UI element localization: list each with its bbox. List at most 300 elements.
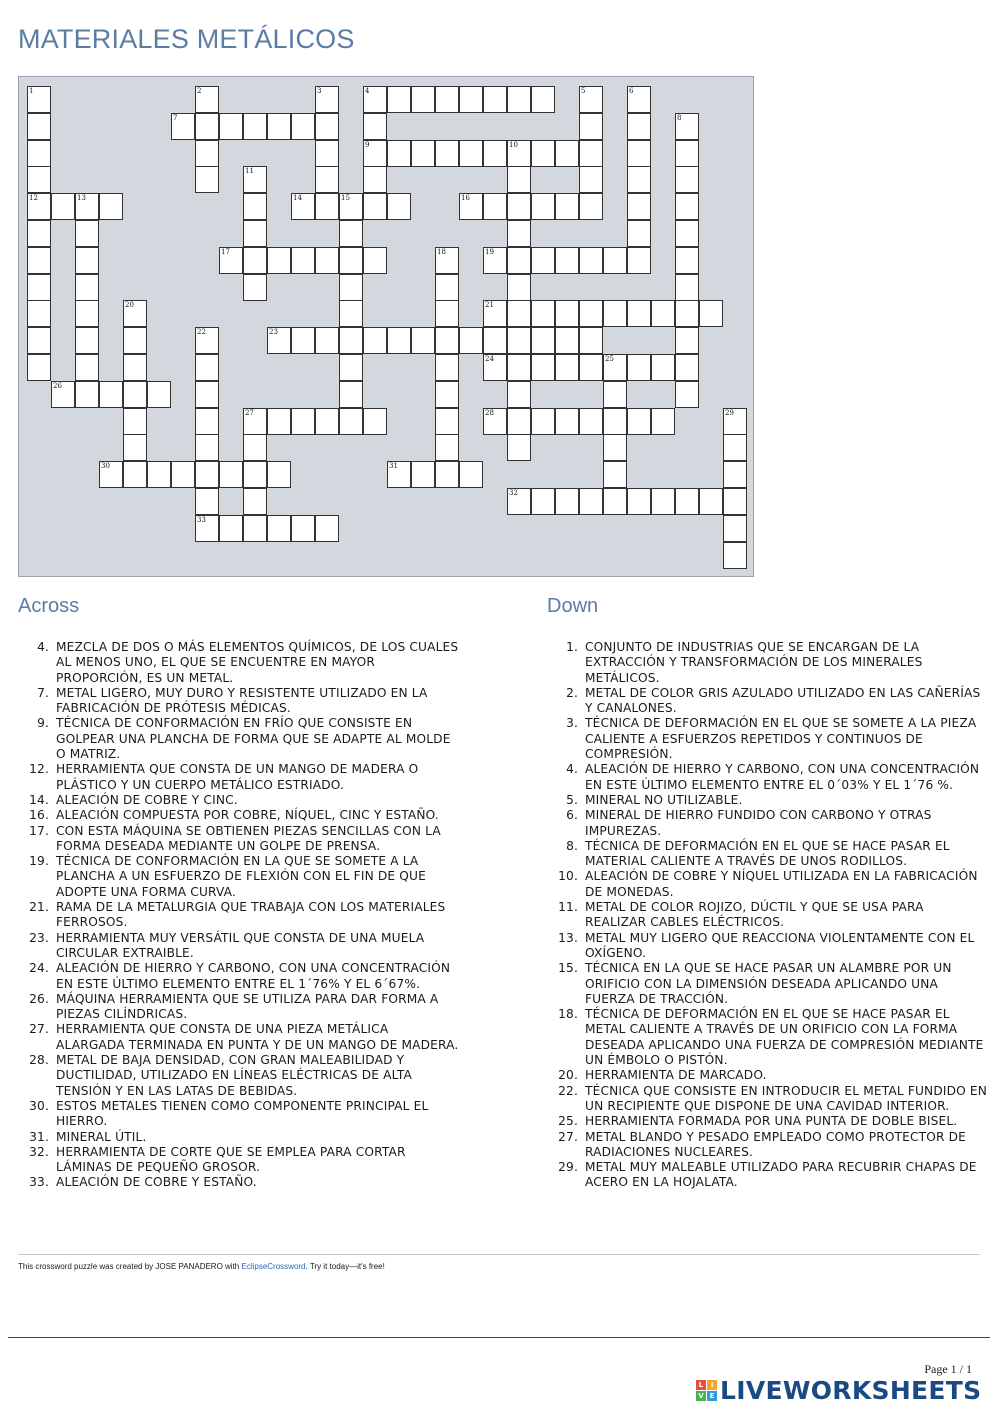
- grid-cell[interactable]: [339, 327, 363, 354]
- grid-cell[interactable]: [507, 274, 531, 301]
- down-clue: [547, 686, 987, 717]
- grid-cell[interactable]: [123, 381, 147, 408]
- clue-number-label: 5: [581, 87, 586, 95]
- grid-cell[interactable]: [483, 193, 507, 220]
- grid-cell[interactable]: [675, 247, 699, 274]
- grid-cell[interactable]: [27, 140, 51, 167]
- grid-cell[interactable]: [243, 220, 267, 247]
- clue-number: 2.: [566, 685, 578, 700]
- grid-cell[interactable]: [555, 488, 579, 515]
- across-clue: [18, 793, 460, 808]
- grid-cell[interactable]: [291, 113, 315, 140]
- grid-cell[interactable]: [411, 461, 435, 488]
- clue-number: 11.: [558, 900, 578, 915]
- grid-cell[interactable]: [555, 300, 579, 327]
- clue-number-label: 24: [485, 355, 494, 363]
- grid-cell[interactable]: [219, 113, 243, 140]
- grid-cell[interactable]: [363, 113, 387, 140]
- grid-cell[interactable]: [339, 408, 363, 435]
- clue-number-label: 21: [485, 301, 494, 309]
- grid-cell[interactable]: [507, 86, 531, 113]
- grid-cell[interactable]: [603, 247, 627, 274]
- clue-number: 33.: [29, 1175, 49, 1190]
- grid-cell[interactable]: [507, 434, 531, 461]
- grid-cell[interactable]: [555, 354, 579, 381]
- grid-cell[interactable]: [387, 86, 411, 113]
- grid-cell[interactable]: [531, 488, 555, 515]
- clue-text: CON ESTA MÁQUINA SE OBTIENEN PIEZAS SENCILLAS CON LA FORMA DESEADA MEDIANTE UN GOLPE DE PRENSA.: [56, 823, 441, 853]
- grid-cell[interactable]: [723, 515, 747, 542]
- grid-cell[interactable]: [555, 327, 579, 354]
- grid-cell[interactable]: [459, 140, 483, 167]
- clue-number-label: 2: [197, 87, 202, 95]
- across-clue: [18, 1053, 460, 1099]
- grid-cell[interactable]: [75, 327, 99, 354]
- grid-cell[interactable]: [675, 220, 699, 247]
- grid-cell[interactable]: [435, 327, 459, 354]
- grid-cell[interactable]: [483, 327, 507, 354]
- grid-cell[interactable]: [243, 515, 267, 542]
- clue-number: 4.: [37, 640, 49, 654]
- grid-cell[interactable]: [171, 461, 195, 488]
- logo-blocks-icon: [696, 1380, 717, 1401]
- across-clue: [18, 1022, 460, 1053]
- clue-number: 22.: [558, 1083, 578, 1098]
- clue-number: 31.: [29, 1129, 49, 1144]
- grid-cell[interactable]: [219, 461, 243, 488]
- down-clue: [547, 1007, 987, 1068]
- grid-cell[interactable]: [123, 354, 147, 381]
- grid-cell[interactable]: [411, 86, 435, 113]
- across-clue: [18, 686, 460, 717]
- clue-text: MINERAL DE HIERRO FUNDIDO CON CARBONO Y OTRAS IMPUREZAS.: [585, 808, 932, 838]
- grid-cell[interactable]: [603, 461, 627, 488]
- grid-cell[interactable]: [123, 434, 147, 461]
- grid-cell[interactable]: [123, 327, 147, 354]
- grid-cell[interactable]: [531, 193, 555, 220]
- down-clue: [547, 808, 987, 839]
- grid-cell[interactable]: [147, 381, 171, 408]
- grid-cell[interactable]: [435, 274, 459, 301]
- grid-cell[interactable]: [219, 515, 243, 542]
- grid-cell[interactable]: [675, 488, 699, 515]
- grid-cell[interactable]: [315, 113, 339, 140]
- grid-cell[interactable]: [267, 113, 291, 140]
- grid-cell[interactable]: [675, 140, 699, 167]
- clue-text: HERRAMIENTA QUE CONSTA DE UNA PIEZA METÁLICA ALARGADA TERMINADA EN PUNTA Y DE UN MANGO DE MADERA.: [56, 1022, 459, 1052]
- grid-cell[interactable]: [195, 166, 219, 193]
- clue-text: METAL BLANDO Y PESADO EMPLEADO COMO PROTECTOR DE RADIACIONES NUCLEARES.: [585, 1129, 967, 1159]
- clue-text: HERRAMIENTA DE CORTE QUE SE EMPLEA PARA CORTAR LÁMINAS DE PEQUEÑO GROSOR.: [56, 1144, 406, 1175]
- clue-number: 8.: [566, 838, 578, 853]
- clue-number-label: 22: [197, 328, 206, 336]
- down-clue: [547, 869, 987, 900]
- grid-cell[interactable]: [627, 300, 651, 327]
- across-clue-list: [18, 640, 460, 1191]
- grid-cell[interactable]: [27, 166, 51, 193]
- clue-number: 23.: [29, 930, 49, 945]
- across-clue: [18, 1099, 460, 1130]
- grid-cell[interactable]: [27, 220, 51, 247]
- grid-cell[interactable]: [531, 408, 555, 435]
- grid-cell[interactable]: [459, 86, 483, 113]
- down-clue: [547, 640, 987, 686]
- clue-number-label: 31: [389, 462, 398, 470]
- clue-text: MEZCLA DE DOS O MÁS ELEMENTOS QUÍMICOS, DE LOS CUALES AL MENOS UNO, EL QUE SE ENCUENTRE EN MAYOR PROPORCIÓN, ES UN METAL.: [56, 640, 459, 685]
- grid-cell[interactable]: [75, 354, 99, 381]
- clue-number: 14.: [29, 792, 49, 807]
- grid-cell[interactable]: [675, 381, 699, 408]
- grid-cell[interactable]: [627, 408, 651, 435]
- clue-number-label: 12: [29, 194, 38, 202]
- grid-cell[interactable]: [315, 193, 339, 220]
- grid-cell[interactable]: [723, 542, 747, 569]
- grid-cell[interactable]: [579, 247, 603, 274]
- clue-number: 16.: [29, 808, 49, 823]
- grid-cell[interactable]: [195, 113, 219, 140]
- grid-cell[interactable]: [723, 434, 747, 461]
- clue-number-label: 19: [485, 248, 494, 256]
- clue-number: 12.: [29, 762, 49, 777]
- grid-cell[interactable]: [507, 193, 531, 220]
- clue-number: 1.: [566, 640, 578, 654]
- clue-number: 27.: [558, 1129, 578, 1144]
- grid-cell[interactable]: [363, 166, 387, 193]
- grid-cell[interactable]: [627, 140, 651, 167]
- grid-cell[interactable]: [507, 381, 531, 408]
- page-number: Page 1 / 1: [924, 1362, 972, 1376]
- page-divider: [8, 1337, 990, 1338]
- clue-text: METAL LIGERO, MUY DURO Y RESISTENTE UTILIZADO EN LA FABRICACIÓN DE PRÓTESIS MÉDICAS.: [56, 685, 428, 716]
- eclipsecrossword-link[interactable]: EclipseCrossword: [241, 1262, 306, 1271]
- across-clue: [18, 808, 460, 823]
- down-clue: [547, 839, 987, 870]
- grid-cell[interactable]: [363, 408, 387, 435]
- clue-text: ALEACIÓN DE COBRE Y NÍQUEL UTILIZADA EN LA FABRICACIÓN DE MONEDAS.: [585, 869, 978, 899]
- clue-number-label: 32: [509, 489, 518, 497]
- down-clue-list: [547, 640, 987, 1191]
- grid-cell[interactable]: [555, 247, 579, 274]
- footer-text-after: . Try it today—it's free!: [305, 1262, 385, 1271]
- clue-number-label: 8: [677, 114, 682, 122]
- grid-cell[interactable]: [291, 515, 315, 542]
- across-clue: [18, 992, 460, 1023]
- grid-cell[interactable]: [627, 193, 651, 220]
- footer-divider: [18, 1254, 980, 1255]
- grid-cell[interactable]: [315, 166, 339, 193]
- grid-cell[interactable]: [555, 193, 579, 220]
- grid-cell[interactable]: [339, 354, 363, 381]
- grid-cell[interactable]: [531, 327, 555, 354]
- grid-cell[interactable]: [123, 408, 147, 435]
- grid-cell[interactable]: [435, 408, 459, 435]
- grid-cell[interactable]: [243, 247, 267, 274]
- grid-cell[interactable]: [243, 488, 267, 515]
- grid-cell[interactable]: [75, 220, 99, 247]
- grid-cell[interactable]: [339, 220, 363, 247]
- clue-text: TÉCNICA DE CONFORMACIÓN EN LA QUE SE SOMETE A LA PLANCHA A UN ESFUERZO DE FLEXIÓN CON EL FIN DE QUE ADOPTE UNA FORMA CURVA.: [56, 854, 426, 899]
- grid-cell[interactable]: [339, 300, 363, 327]
- grid-cell[interactable]: [627, 220, 651, 247]
- grid-cell[interactable]: [315, 327, 339, 354]
- clue-number-label: 7: [173, 114, 178, 122]
- grid-cell[interactable]: [75, 300, 99, 327]
- grid-cell[interactable]: [75, 247, 99, 274]
- clue-text: HERRAMIENTA FORMADA POR UNA PUNTA DE DOBLE BISEL.: [585, 1114, 958, 1129]
- grid-cell[interactable]: [99, 381, 123, 408]
- grid-cell[interactable]: [531, 86, 555, 113]
- grid-cell[interactable]: [579, 113, 603, 140]
- clue-text: ALEACIÓN DE HIERRO Y CARBONO, CON UNA CONCENTRACIÓN EN ESTE ÚLTIMO ELEMENTO ENTRE EL 1´76% Y EL 6´67%.: [56, 961, 451, 991]
- grid-cell[interactable]: [675, 274, 699, 301]
- grid-cell[interactable]: [507, 247, 531, 274]
- page-title: MATERIALES METÁLICOS: [18, 24, 355, 54]
- grid-cell[interactable]: [555, 408, 579, 435]
- down-clue: [547, 1114, 987, 1129]
- grid-cell[interactable]: [531, 140, 555, 167]
- grid-cell[interactable]: [363, 327, 387, 354]
- grid-cell[interactable]: [75, 381, 99, 408]
- grid-cell[interactable]: [291, 247, 315, 274]
- across-clue: [18, 762, 460, 793]
- grid-cell[interactable]: [579, 327, 603, 354]
- grid-cell[interactable]: [507, 408, 531, 435]
- grid-cell[interactable]: [291, 408, 315, 435]
- grid-cell[interactable]: [99, 193, 123, 220]
- grid-cell[interactable]: [27, 327, 51, 354]
- grid-cell[interactable]: [435, 300, 459, 327]
- clue-number: 10.: [558, 869, 578, 884]
- clue-number: 7.: [37, 685, 49, 700]
- clue-text: HERRAMIENTA MUY VERSÁTIL QUE CONSTA DE UNA MUELA CIRCULAR EXTRAIBLE.: [56, 930, 425, 960]
- clue-text: MÁQUINA HERRAMIENTA QUE SE UTILIZA PARA DAR FORMA A PIEZAS CILÍNDRICAS.: [56, 991, 439, 1022]
- grid-cell[interactable]: [195, 434, 219, 461]
- grid-cell[interactable]: [675, 166, 699, 193]
- grid-cell[interactable]: [627, 354, 651, 381]
- grid-cell[interactable]: [651, 488, 675, 515]
- grid-cell[interactable]: [315, 140, 339, 167]
- grid-cell[interactable]: [675, 300, 699, 327]
- grid-cell[interactable]: [315, 515, 339, 542]
- clue-text: ESTOS METALES TIENEN COMO COMPONENTE PRINCIPAL EL HIERRO.: [56, 1098, 429, 1129]
- clue-number: 3.: [566, 716, 578, 731]
- clue-number-label: 14: [293, 194, 302, 202]
- grid-cell[interactable]: [627, 113, 651, 140]
- grid-cell[interactable]: [603, 300, 627, 327]
- grid-cell[interactable]: [267, 515, 291, 542]
- clue-text: TÉCNICA DE DEFORMACIÓN EN EL QUE SE SOMETE A LA PIEZA CALIENTE A ESFUERZOS REPETIDOS Y CONTINUOS DE COMPRESIÓN.: [585, 716, 977, 762]
- grid-cell[interactable]: [27, 113, 51, 140]
- footer-text-before: This crossword puzzle was created by JOSE PANADERO with: [18, 1262, 242, 1271]
- grid-cell[interactable]: [459, 461, 483, 488]
- grid-cell[interactable]: [195, 408, 219, 435]
- grid-cell[interactable]: [195, 140, 219, 167]
- grid-cell[interactable]: [603, 408, 627, 435]
- grid-cell[interactable]: [579, 354, 603, 381]
- clue-text: TÉCNICA QUE CONSISTE EN INTRODUCIR EL METAL FUNDIDO EN UN RECIPIENTE QUE DISPONE DE UNA CAVIDAD INTERIOR.: [585, 1083, 988, 1113]
- clue-text: MINERAL NO UTILIZABLE.: [585, 792, 743, 807]
- grid-cell[interactable]: [603, 434, 627, 461]
- clue-number: 6.: [566, 808, 578, 823]
- across-heading: Across: [18, 595, 80, 617]
- grid-cell[interactable]: [195, 354, 219, 381]
- grid-cell[interactable]: [243, 434, 267, 461]
- clue-text: METAL MUY MALEABLE UTILIZADO PARA RECUBRIR CHAPAS DE ACERO EN LA HOJALATA.: [585, 1160, 977, 1190]
- grid-cell[interactable]: [579, 193, 603, 220]
- across-clue: [18, 824, 460, 855]
- clue-number-label: 10: [509, 141, 518, 149]
- grid-cell[interactable]: [27, 274, 51, 301]
- grid-cell[interactable]: [507, 166, 531, 193]
- grid-cell[interactable]: [531, 354, 555, 381]
- grid-cell[interactable]: [195, 381, 219, 408]
- grid-cell[interactable]: [507, 300, 531, 327]
- clue-number-label: 29: [725, 409, 734, 417]
- clue-number-label: 11: [245, 167, 254, 175]
- across-clue: [18, 931, 460, 962]
- clue-number: 9.: [37, 716, 49, 731]
- grid-cell[interactable]: [339, 274, 363, 301]
- clue-number: 29.: [558, 1160, 578, 1175]
- grid-cell[interactable]: [363, 193, 387, 220]
- grid-cell[interactable]: [267, 408, 291, 435]
- grid-cell[interactable]: [435, 381, 459, 408]
- grid-cell[interactable]: [435, 434, 459, 461]
- clue-number-label: 25: [605, 355, 614, 363]
- grid-cell[interactable]: [27, 300, 51, 327]
- clue-number-label: 18: [437, 248, 446, 256]
- grid-cell[interactable]: [435, 140, 459, 167]
- grid-cell[interactable]: [699, 488, 723, 515]
- grid-cell[interactable]: [387, 193, 411, 220]
- down-clue: [547, 1068, 987, 1083]
- grid-cell[interactable]: [435, 86, 459, 113]
- grid-cell[interactable]: [723, 461, 747, 488]
- clue-number: 24.: [29, 961, 49, 976]
- grid-cell[interactable]: [579, 166, 603, 193]
- grid-cell[interactable]: [483, 140, 507, 167]
- grid-cell[interactable]: [243, 193, 267, 220]
- grid-cell[interactable]: [387, 140, 411, 167]
- down-heading: Down: [547, 595, 599, 617]
- clue-text: MINERAL ÚTIL.: [56, 1129, 147, 1144]
- grid-cell[interactable]: [411, 140, 435, 167]
- grid-cell[interactable]: [435, 461, 459, 488]
- clue-text: TÉCNICA DE DEFORMACIÓN EN EL QUE SE HACE PASAR EL METAL CALIENTE A TRAVÉS DE UN ORIFICIO CON LA FORMA DESEADA APLICANDO UNA FUERZA DE COMPRESIÓN MEDIANTE UN ÉMBOLO O PISTÓN.: [585, 1007, 984, 1068]
- grid-cell[interactable]: [195, 488, 219, 515]
- liveworksheets-logo: [696, 1376, 981, 1405]
- grid-cell[interactable]: [603, 381, 627, 408]
- grid-cell[interactable]: [387, 327, 411, 354]
- clue-number-label: 15: [341, 194, 350, 202]
- across-clue: [18, 961, 460, 992]
- down-clue: [547, 900, 987, 931]
- clue-text: METAL DE COLOR GRIS AZULADO UTILIZADO EN LAS CAÑERÍAS Y CANALONES.: [585, 685, 981, 716]
- clue-number: 18.: [558, 1007, 578, 1022]
- grid-cell[interactable]: [627, 488, 651, 515]
- grid-cell[interactable]: [531, 300, 555, 327]
- grid-cell[interactable]: [579, 140, 603, 167]
- grid-cell[interactable]: [339, 381, 363, 408]
- logo-block-icon: V: [696, 1391, 706, 1401]
- across-clue: [18, 640, 460, 686]
- grid-cell[interactable]: [339, 247, 363, 274]
- grid-cell[interactable]: [507, 354, 531, 381]
- grid-cell[interactable]: [243, 274, 267, 301]
- grid-cell[interactable]: [675, 193, 699, 220]
- clue-text: ALEACIÓN DE HIERRO Y CARBONO, CON UNA CONCENTRACIÓN EN ESTE ÚLTIMO ELEMENTO ENTRE EL 0´03% Y EL 1´76 %.: [585, 762, 980, 792]
- down-clue: [547, 931, 987, 962]
- grid-cell[interactable]: [291, 327, 315, 354]
- grid-cell[interactable]: [531, 247, 555, 274]
- clue-number-label: 9: [365, 141, 370, 149]
- logo-block-icon: E: [707, 1391, 717, 1401]
- grid-cell[interactable]: [651, 408, 675, 435]
- grid-cell[interactable]: [459, 327, 483, 354]
- clue-text: METAL MUY LIGERO QUE REACCIONA VIOLENTAMENTE CON EL OXÍGENO.: [585, 930, 975, 960]
- grid-cell[interactable]: [315, 408, 339, 435]
- clue-text: ALEACIÓN DE COBRE Y ESTAÑO.: [56, 1175, 257, 1190]
- grid-cell[interactable]: [651, 300, 675, 327]
- crossword-grid: [18, 76, 754, 577]
- clue-text: TÉCNICA DE DEFORMACIÓN EN EL QUE SE HACE PASAR EL MATERIAL CALIENTE A TRAVÉS DE UNOS RODILLOS.: [585, 838, 950, 869]
- grid-cell[interactable]: [675, 354, 699, 381]
- grid-cell[interactable]: [27, 354, 51, 381]
- grid-cell[interactable]: [363, 247, 387, 274]
- grid-cell[interactable]: [51, 193, 75, 220]
- grid-cell[interactable]: [435, 354, 459, 381]
- clue-number: 27.: [29, 1022, 49, 1037]
- grid-cell[interactable]: [411, 327, 435, 354]
- grid-cell[interactable]: [603, 488, 627, 515]
- grid-cell[interactable]: [579, 488, 603, 515]
- grid-cell[interactable]: [651, 354, 675, 381]
- grid-cell[interactable]: [507, 220, 531, 247]
- clue-number-label: 33: [197, 516, 206, 524]
- grid-cell[interactable]: [579, 408, 603, 435]
- grid-cell[interactable]: [243, 113, 267, 140]
- grid-cell[interactable]: [555, 140, 579, 167]
- grid-cell[interactable]: [123, 461, 147, 488]
- grid-cell[interactable]: [627, 247, 651, 274]
- clue-number: 19.: [29, 854, 49, 869]
- grid-cell[interactable]: [627, 166, 651, 193]
- grid-cell[interactable]: [195, 461, 219, 488]
- grid-cell[interactable]: [579, 300, 603, 327]
- grid-cell[interactable]: [27, 247, 51, 274]
- grid-cell[interactable]: [699, 300, 723, 327]
- down-clue: [547, 762, 987, 793]
- clue-number-label: 16: [461, 194, 470, 202]
- grid-cell[interactable]: [267, 247, 291, 274]
- grid-cell[interactable]: [75, 274, 99, 301]
- clue-number-label: 23: [269, 328, 278, 336]
- clue-number-label: 13: [77, 194, 86, 202]
- grid-cell[interactable]: [723, 488, 747, 515]
- grid-cell[interactable]: [147, 461, 171, 488]
- clue-text: RAMA DE LA METALURGIA QUE TRABAJA CON LOS MATERIALES FERROSOS.: [56, 900, 446, 930]
- grid-cell[interactable]: [267, 461, 291, 488]
- clue-number: 21.: [29, 900, 49, 915]
- grid-cell[interactable]: [483, 86, 507, 113]
- grid-cell[interactable]: [675, 327, 699, 354]
- across-clue: [18, 1175, 460, 1190]
- grid-cell[interactable]: [507, 327, 531, 354]
- grid-cell[interactable]: [315, 247, 339, 274]
- clue-number: 26.: [29, 991, 49, 1006]
- grid-cell[interactable]: [243, 461, 267, 488]
- clue-number: 30.: [29, 1098, 49, 1113]
